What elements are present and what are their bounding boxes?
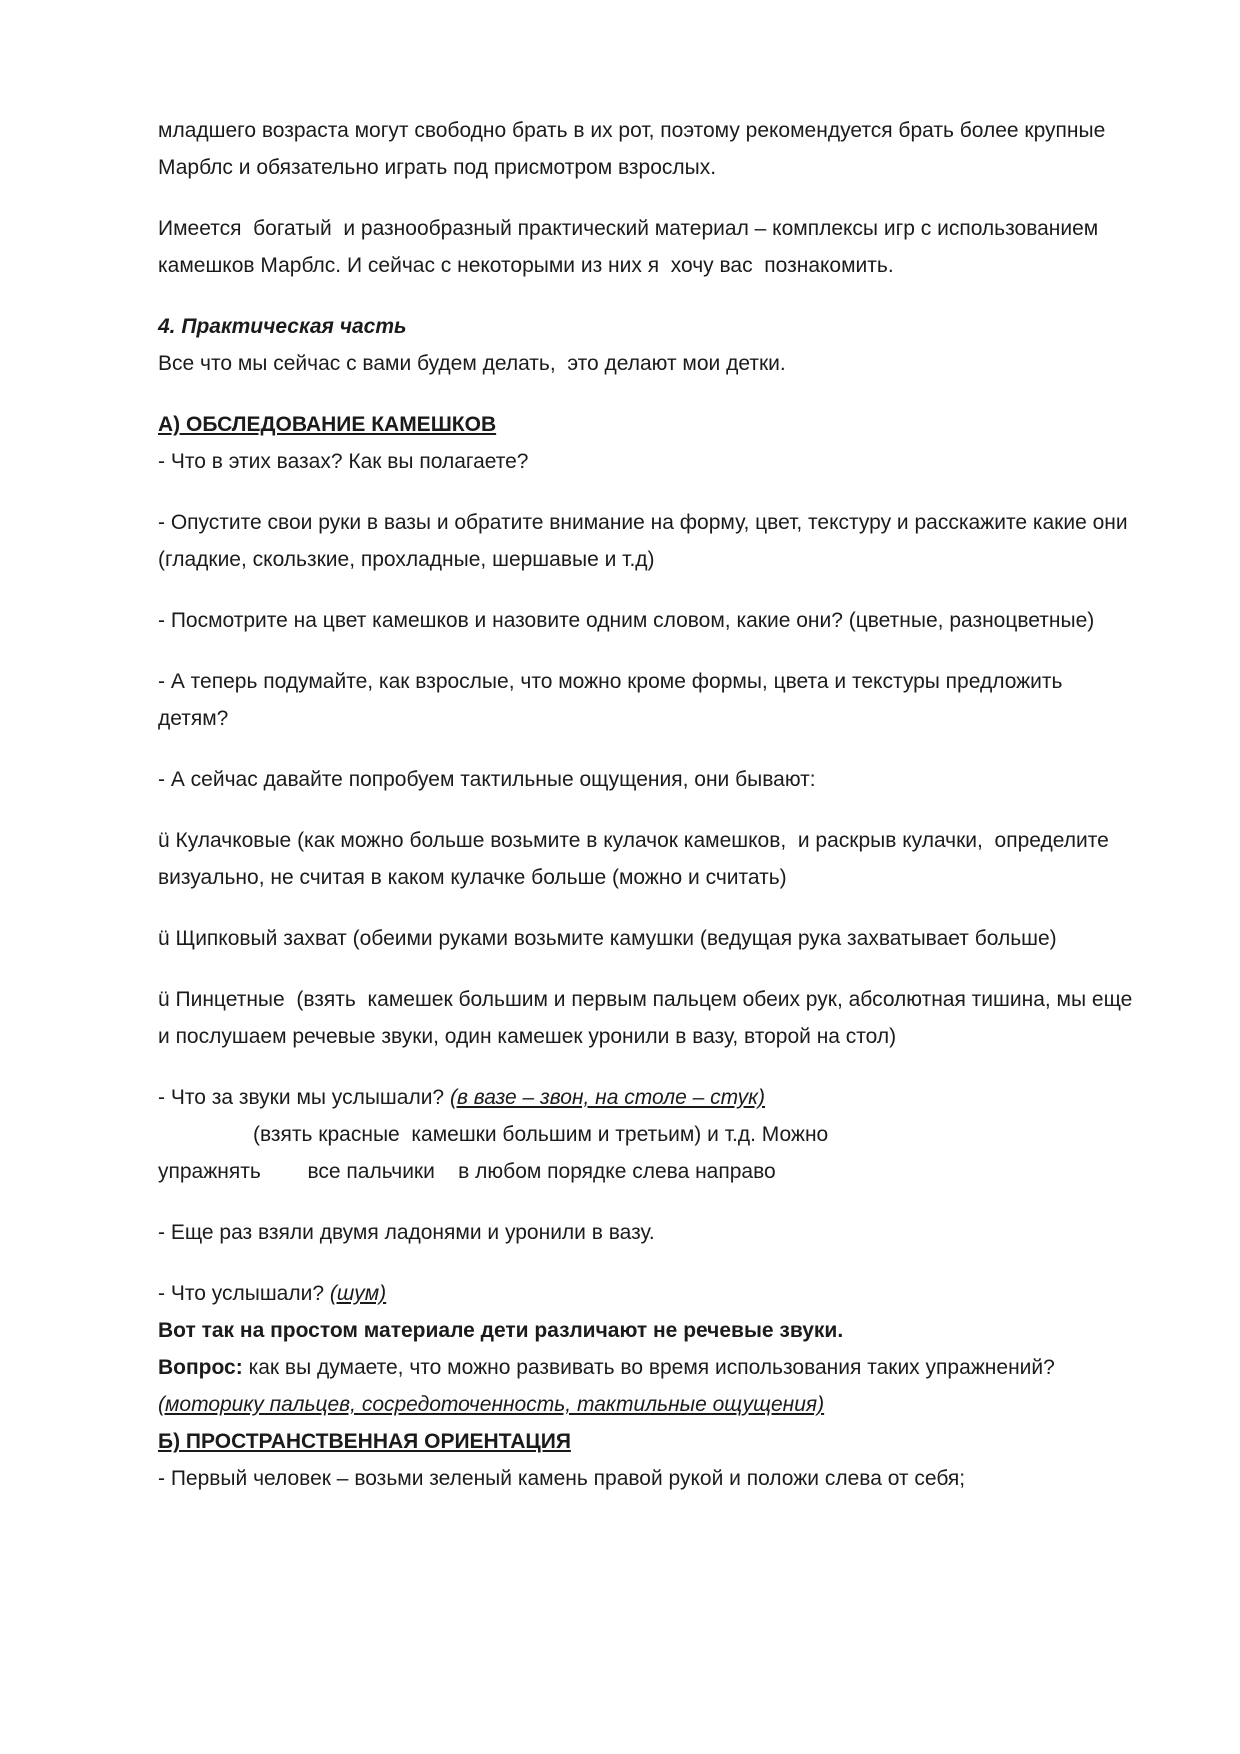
sounds-answer-text: (в вазе – звон, на столе – стук) [449, 1086, 766, 1109]
paragraph-exercise-fingers: упражнять все пальчики в любом порядке слева направо [158, 1160, 776, 1183]
paragraph-first-person-instruction: - Первый человек – возьми зеленый камень правой рукой и положи слева от себя; [158, 1467, 966, 1490]
list-item-pinch-grip: ü Щипковый захват (обеими руками возьмите камушки (ведущая рука захватывает больше) [158, 927, 1057, 950]
heading-section-b-spatial-orientation: Б) ПРОСТРАНСТВЕННАЯ ОРИЕНТАЦИЯ [158, 1430, 571, 1453]
paragraph-red-stones: (взять красные камешки большим и третьим) и т.д. Можно [253, 1123, 829, 1146]
paragraph-heard-question [158, 1275, 1137, 1312]
heading-section-a-stones-examination: А) ОБСЛЕДОВАНИЕ КАМЕШКОВ [158, 413, 497, 436]
paragraph-color-question: - Посмотрите на цвет камешков и назовите одним словом, какие они? (цветные, разноцветные) [158, 609, 1095, 632]
paragraph-question-develop [158, 1349, 1137, 1423]
heading-practical-part: 4. Практическая часть [158, 315, 407, 338]
paragraph-tactile-intro: - А сейчас давайте попробуем тактильные ощущения, они бывают: [158, 768, 816, 791]
paragraph-sounds-question [158, 1079, 1137, 1116]
list-item-fist-grip: ü Кулачковые (как можно больше возьмите в кулачок камешков, и раскрыв кулачки, определите визуально, не считая в каком кулачке больше (можно и считать) [158, 829, 1115, 889]
paragraph-practical-intro: Все что мы сейчас с вами будем делать, это делают мои детки. [158, 352, 786, 375]
paragraph-adults-question: - А теперь подумайте, как взрослые, что можно кроме формы, цвета и текстуры предложить детям? [158, 670, 1069, 730]
question-text: как вы думаете, что можно развивать во время использования таких упражнений? [242, 1356, 1067, 1379]
heard-answer-text: (шум) [329, 1282, 387, 1305]
paragraph-safety-warning: младшего возраста могут свободно брать в их рот, поэтому рекомендуется брать более крупные Марблс и обязательно играть под присмотром взрослых. [158, 119, 1112, 179]
paragraph-palms-drop: - Еще раз взяли двумя ладонями и уронили в вазу. [158, 1221, 655, 1244]
paragraph-material-overview: Имеется богатый и разнообразный практический материал – комплексы игр с использованием камешков Марблс. И сейчас с некоторыми из них я хочу вас познакомить. [158, 217, 1105, 277]
question-label: Вопрос: [158, 1356, 243, 1379]
sounds-question-text: - Что за звуки мы услышали? [158, 1086, 450, 1109]
question-answer-text: (моторику пальцев, сосредоточенность, тактильные ощущения) [158, 1393, 825, 1416]
paragraph-touch-instruction: - Опустите свои руки в вазы и обратите внимание на форму, цвет, текстуру и расскажите какие они (гладкие, скользкие, прохладные, шершавые и т.д) [158, 511, 1134, 571]
paragraph-conclusion-bold: Вот так на простом материале дети различают не речевые звуки. [158, 1319, 844, 1342]
list-item-tweezer-grip: ü Пинцетные (взять камешек большим и первым пальцем обеих рук, абсолютная тишина, мы еще и послушаем речевые звуки, один камешек уронили в вазу, второй на стол) [158, 988, 1139, 1048]
paragraph-vases-question: - Что в этих вазах? Как вы полагаете? [158, 450, 529, 473]
heard-question-text: - Что услышали? [158, 1282, 330, 1305]
